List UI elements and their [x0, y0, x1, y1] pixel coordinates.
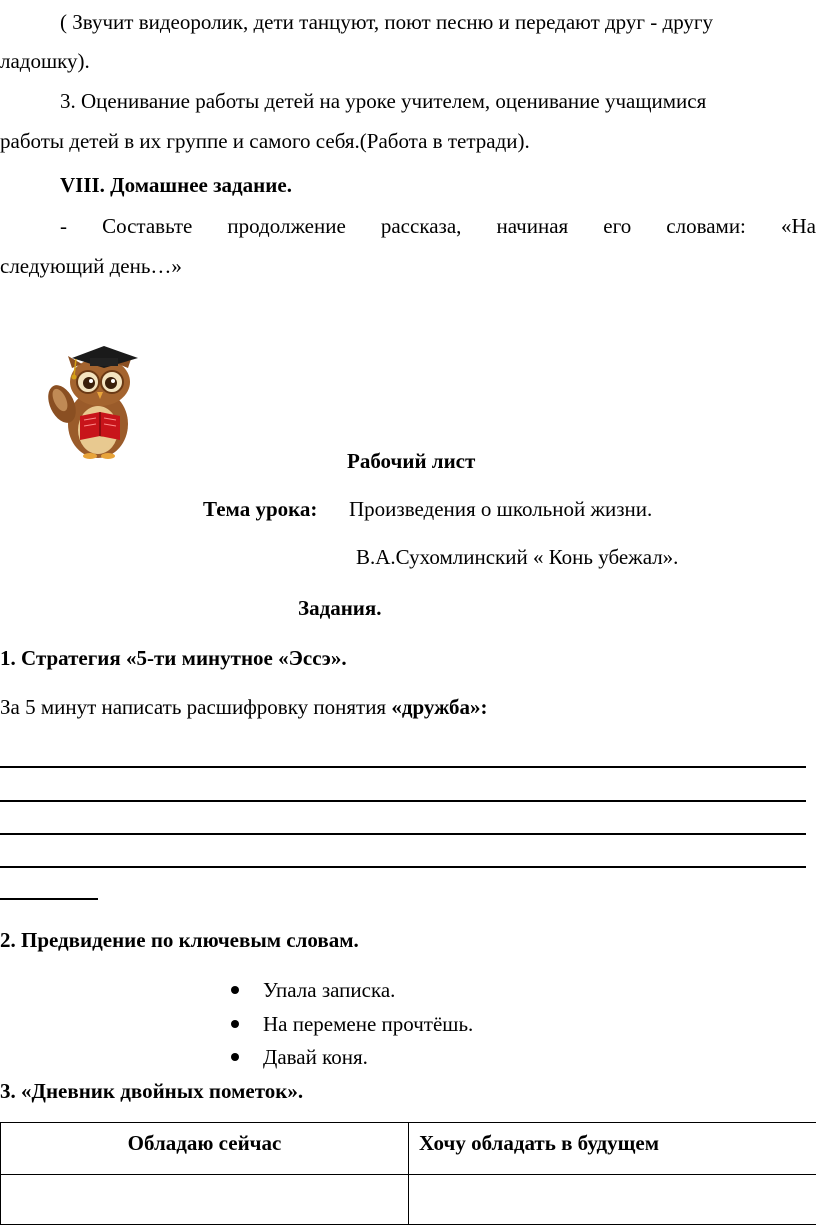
- answer-line[interactable]: [0, 898, 98, 900]
- intro-line-2: ладошку).: [0, 49, 90, 73]
- table-header-cell: [409, 1123, 816, 1175]
- answer-line[interactable]: [0, 766, 806, 768]
- owl-scholar-icon: [42, 342, 140, 460]
- assessment-line-1: 3. Оценивание работы детей на уроке учителем, оценивание учащимися: [60, 89, 707, 113]
- assessment-line-2: работы детей в их группе и самого себя.(Работа в тетради).: [0, 129, 530, 153]
- intro-line-1: ( Звучит видеоролик, дети танцуют, поют песню и передают друг - другу: [60, 10, 714, 34]
- bullet-icon: [231, 986, 239, 994]
- answer-line[interactable]: [0, 800, 806, 802]
- homework-heading: VIII. Домашнее задание.: [60, 173, 292, 197]
- worksheet-title: Рабочий лист: [347, 449, 476, 473]
- homework-word: начиная: [496, 214, 569, 238]
- table-cell[interactable]: [1, 1175, 409, 1225]
- keyword-item: Упала записка.: [263, 978, 396, 1002]
- task1-prompt-term: «дружба»:: [391, 695, 488, 719]
- task2-heading: 2. Предвидение по ключевым словам.: [0, 928, 359, 952]
- tasks-heading: Задания.: [298, 596, 382, 620]
- keyword-item: Давай коня.: [263, 1045, 368, 1069]
- keyword-item: На перемене прочтёшь.: [263, 1012, 474, 1036]
- topic-value: Произведения о школьной жизни.: [349, 497, 653, 521]
- answer-line[interactable]: [0, 866, 806, 868]
- bullet-icon: [231, 1053, 239, 1061]
- homework-word: Составьте: [102, 214, 193, 238]
- table-header-cell: [1, 1123, 409, 1175]
- homework-word: «На: [780, 214, 816, 238]
- col-now-label: Обладаю сейчас: [127, 1131, 282, 1155]
- bullet-icon: [231, 1020, 239, 1028]
- author-work: В.А.Сухомлинский « Конь убежал».: [356, 545, 679, 569]
- col-future-label: Хочу обладать в будущем: [419, 1131, 660, 1155]
- homework-task-line-2: следующий день…»: [0, 254, 182, 278]
- task1-prompt: [0, 697, 488, 718]
- homework-word: его: [603, 214, 632, 238]
- double-entry-diary-table: [0, 1122, 816, 1225]
- homework-word: продолжение: [227, 214, 346, 238]
- task1-prompt-text: За 5 минут написать расшифровку понятия: [0, 695, 387, 719]
- task3-heading: 3. «Дневник двойных пометок».: [0, 1079, 304, 1103]
- homework-word: словами:: [666, 214, 746, 238]
- answer-line[interactable]: [0, 833, 806, 835]
- homework-word: рассказа,: [380, 214, 462, 238]
- homework-task-line-1: [60, 216, 816, 237]
- homework-word: -: [60, 214, 67, 238]
- task1-heading: 1. Стратегия «5-ти минутное «Эссэ».: [0, 646, 347, 670]
- topic-label: Тема урока:: [203, 497, 318, 521]
- table-cell[interactable]: [409, 1175, 816, 1225]
